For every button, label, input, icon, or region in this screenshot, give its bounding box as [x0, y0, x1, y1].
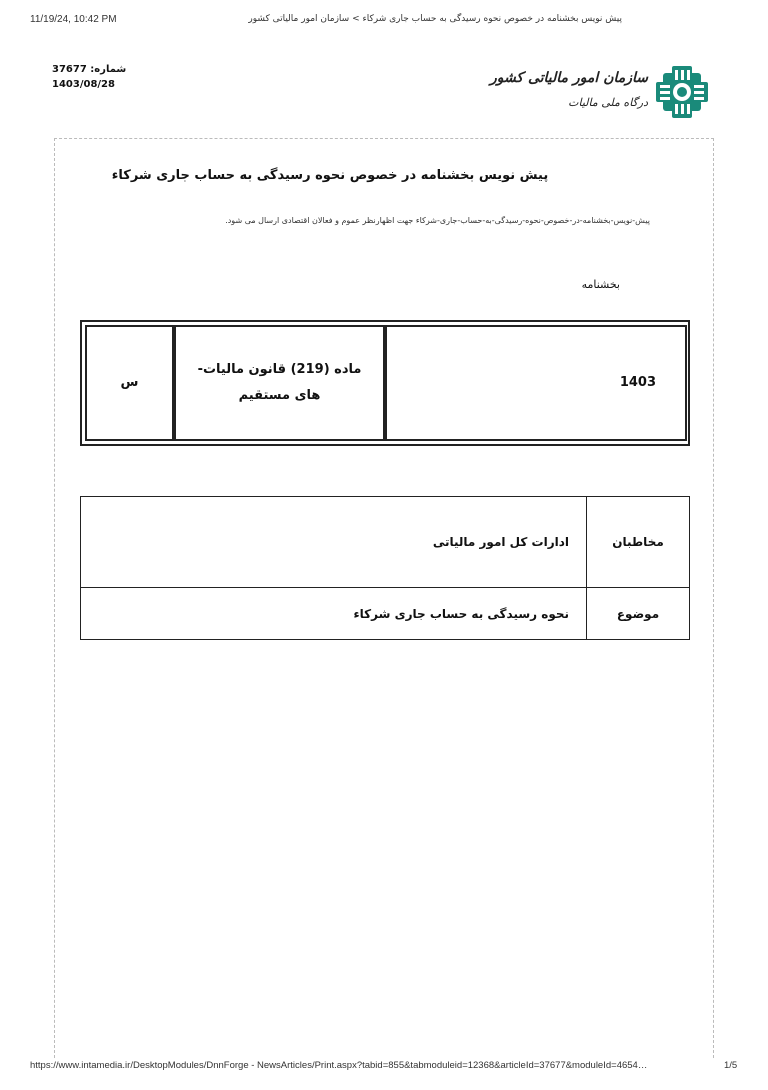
letter-meta — [52, 62, 126, 92]
info-year: 1403 — [619, 375, 656, 390]
subject-label: موضوع — [586, 588, 689, 639]
print-datetime: 11/19/24, 10:42 PM — [30, 14, 117, 25]
recipients-label: مخاطبان — [586, 497, 689, 587]
info-code: س — [120, 375, 139, 390]
subject-value: نحوه رسیدگی به حساب جاری شرکاء — [353, 606, 569, 621]
table-row — [81, 588, 689, 639]
org-tagline: درگاه ملی مالیات — [568, 96, 648, 109]
document-title: پیش نویس بخشنامه در خصوص نحوه رسیدگی به حساب جاری شرکاء — [111, 168, 549, 183]
info-year-cell — [385, 325, 687, 441]
info-article: ماده (219) قانون مالیات-های مستقیم — [197, 362, 362, 403]
print-page-title: پیش نویس بخشنامه در خصوص نحوه رسیدگی به حساب جاری شرکاء > سازمان امور مالیاتی کشور — [248, 14, 622, 24]
org-emblem-logo — [656, 66, 708, 118]
recipients-value: ادارات کل امور مالیاتی — [432, 535, 569, 549]
section-label: بخشنامه — [581, 278, 620, 291]
letter-date: 1403/08/28 — [52, 79, 115, 90]
info-code-cell — [85, 325, 174, 441]
letter-number: شماره: 37677 — [52, 64, 127, 75]
org-name: سازمان امور مالیاتی کشور — [489, 70, 648, 86]
info-article-cell — [174, 325, 385, 441]
document-description: پیش-نویس-بخشنامه-در-خصوص-نحوه-رسیدگی-به-حساب-جاری-شرکاء جهت اظهارنظر عموم و فعالان اقتصادی ارسال می شود. — [225, 216, 650, 225]
print-url: https://www.intamedia.ir/DesktopModules/DnnForge - NewsArticles/Print.aspx?tabid=855&tabmoduleid=12368&articleId=37677&moduleId=4654… — [30, 1060, 648, 1071]
address-table — [80, 496, 690, 640]
info-table — [80, 320, 690, 446]
table-row — [81, 497, 689, 588]
page-number: 1/5 — [724, 1060, 738, 1071]
